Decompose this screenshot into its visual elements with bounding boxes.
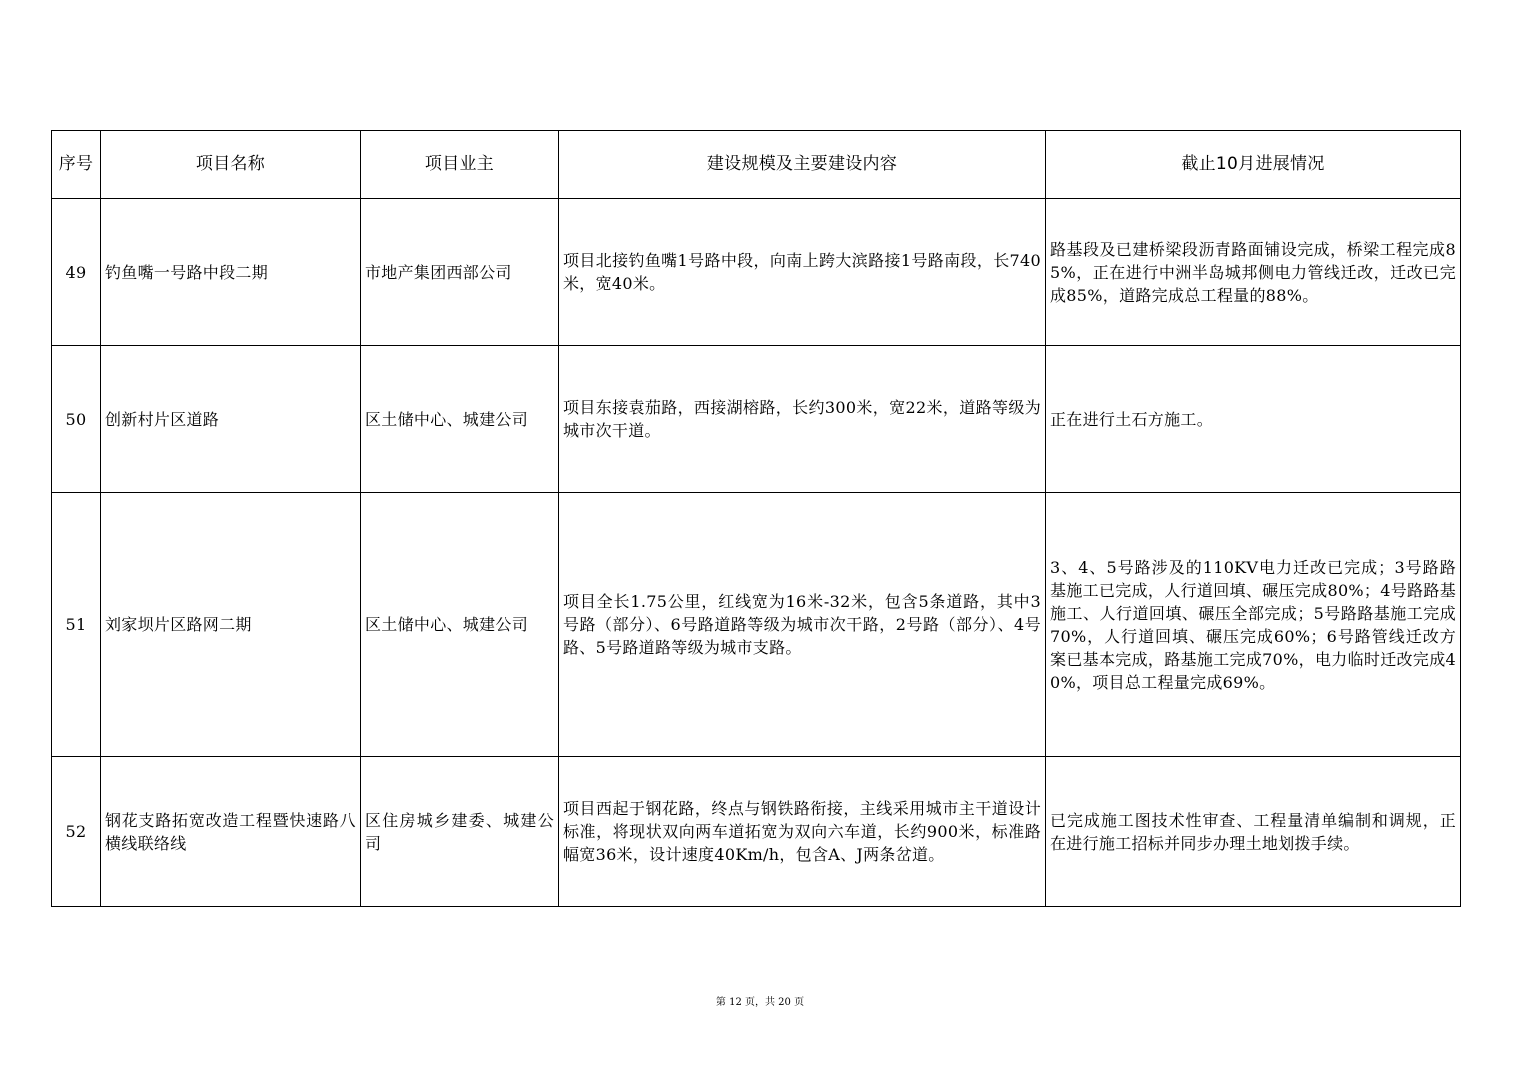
page-footer <box>0 996 1520 1010</box>
row-serial-number: 50 <box>52 346 101 493</box>
table-row <box>52 346 1461 493</box>
row-project-name: 创新村片区道路 <box>101 346 361 493</box>
header-progress: 截止10月进展情况 <box>1046 131 1461 199</box>
header-row <box>52 131 1461 199</box>
table-row <box>52 493 1461 757</box>
row-construction-content: 项目西起于钢花路，终点与钢铁路衔接，主线采用城市主干道设计标准，将现状双向两车道拓宽为双向六车道，长约900米，标准路幅宽36米，设计速度40Km/h，包含A、J两条岔道。 <box>559 757 1046 907</box>
table-row <box>52 757 1461 907</box>
table-row <box>52 199 1461 346</box>
table-header <box>52 131 1461 199</box>
row-progress: 已完成施工图技术性审查、工程量清单编制和调规，正在进行施工招标并同步办理土地划拨手续。 <box>1046 757 1461 907</box>
row-construction-content: 项目全长1.75公里，红线宽为16米-32米，包含5条道路，其中3号路（部分）、6号路道路等级为城市次干路，2号路（部分）、4号路、5号路道路等级为城市支路。 <box>559 493 1046 757</box>
header-project-name: 项目名称 <box>101 131 361 199</box>
row-project-owner: 区住房城乡建委、城建公司 <box>361 757 559 907</box>
page-number: 第 12 页，共 20 页 <box>715 997 805 1008</box>
row-project-name: 钓鱼嘴一号路中段二期 <box>101 199 361 346</box>
row-construction-content: 项目北接钓鱼嘴1号路中段，向南上跨大滨路接1号路南段，长740米，宽40米。 <box>559 199 1046 346</box>
row-serial-number: 51 <box>52 493 101 757</box>
table-body <box>52 199 1461 907</box>
row-construction-content: 项目东接袁茄路，西接湖榕路，长约300米，宽22米，道路等级为城市次干道。 <box>559 346 1046 493</box>
row-progress: 正在进行土石方施工。 <box>1046 346 1461 493</box>
row-project-name: 钢花支路拓宽改造工程暨快速路八横线联络线 <box>101 757 361 907</box>
row-serial-number: 49 <box>52 199 101 346</box>
row-progress: 3、4、5号路涉及的110KV电力迁改已完成；3号路路基施工已完成，人行道回填、碾压完成80%；4号路路基施工、人行道回填、碾压全部完成；5号路路基施工完成70%，人行道回填、碾压完成60%；6号路管线迁改方案已基本完成，路基施工完成70%，电力临时迁改完成40%，项目总工程量完成69%。 <box>1046 493 1461 757</box>
header-construction-content: 建设规模及主要建设内容 <box>559 131 1046 199</box>
row-project-owner: 市地产集团西部公司 <box>361 199 559 346</box>
row-project-owner: 区土储中心、城建公司 <box>361 346 559 493</box>
header-project-owner: 项目业主 <box>361 131 559 199</box>
row-project-name: 刘家坝片区路网二期 <box>101 493 361 757</box>
project-progress-table <box>51 130 1461 907</box>
header-serial-number: 序号 <box>52 131 101 199</box>
row-project-owner: 区土储中心、城建公司 <box>361 493 559 757</box>
row-progress: 路基段及已建桥梁段沥青路面铺设完成，桥梁工程完成85%，正在进行中洲半岛城邦侧电力管线迁改，迁改已完成85%，道路完成总工程量的88%。 <box>1046 199 1461 346</box>
row-serial-number: 52 <box>52 757 101 907</box>
